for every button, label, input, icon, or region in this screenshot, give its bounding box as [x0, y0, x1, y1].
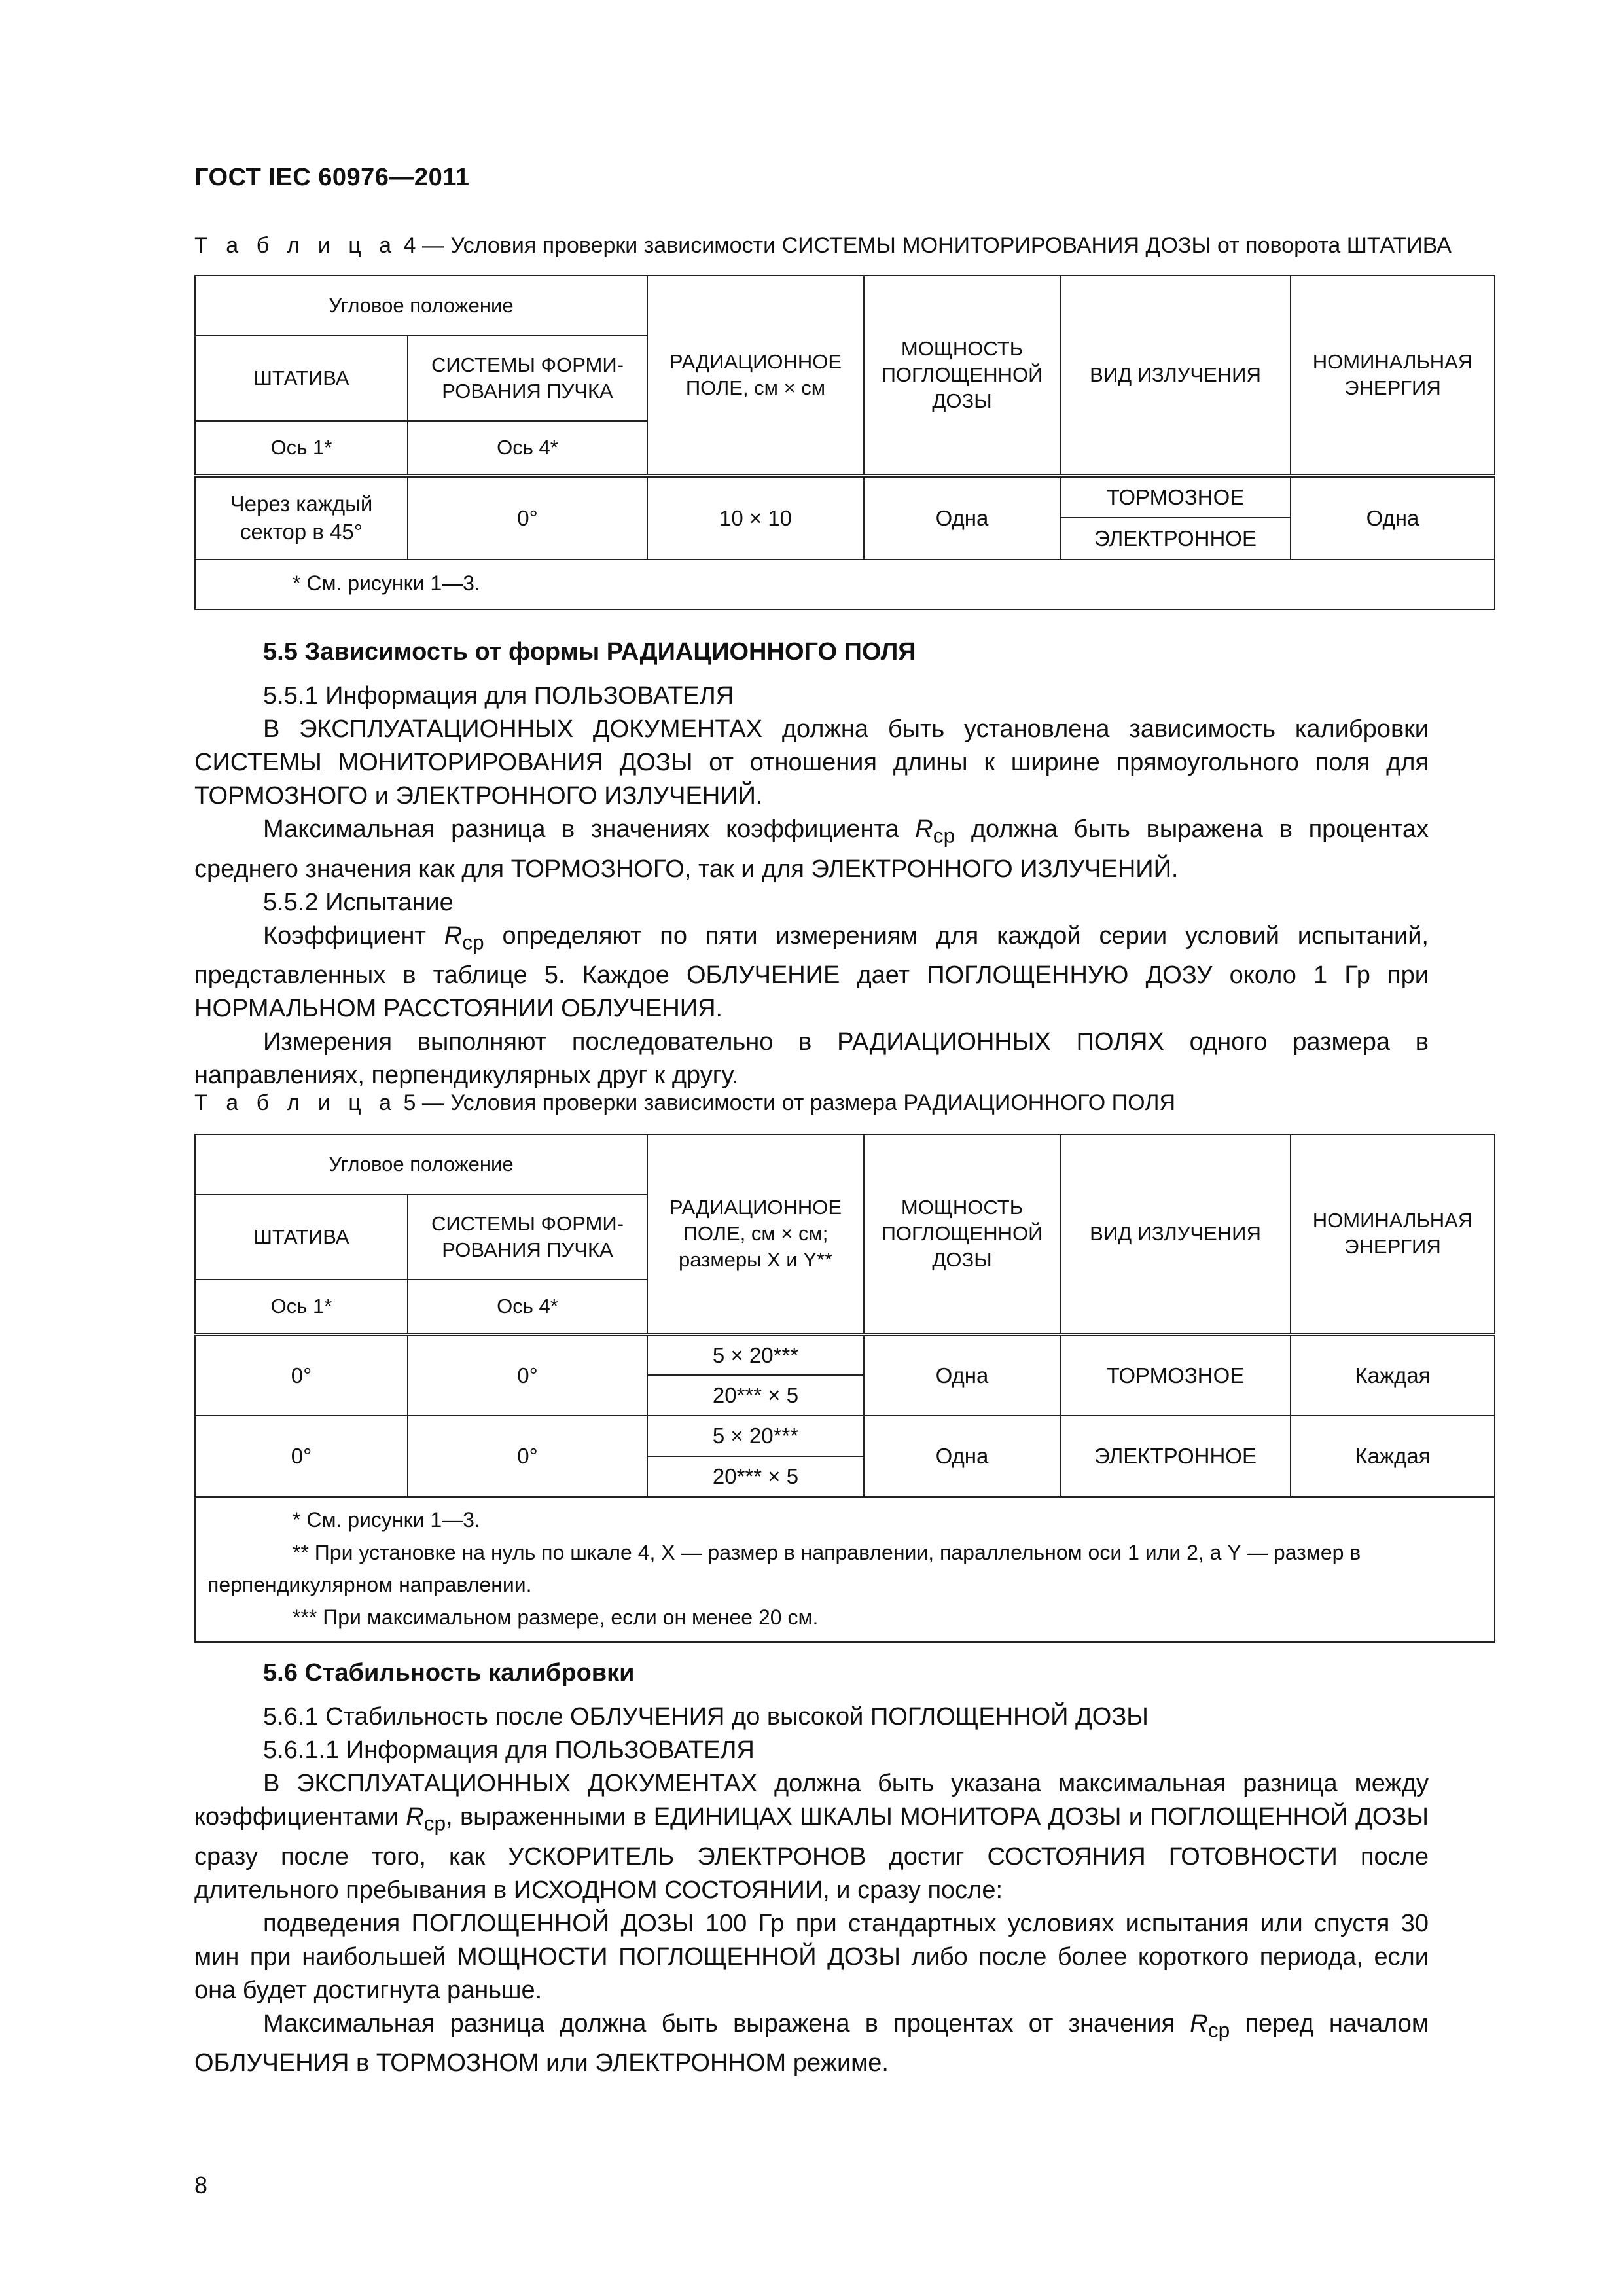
table4-note1: * См. рисунки 1—3.	[293, 571, 480, 596]
table5-caption-number: 5	[403, 1090, 416, 1115]
table5-head-energy: НОМИНАЛЬНАЯ ЭНЕРГИЯ	[1291, 1134, 1495, 1335]
table5-row2-shtativ: 0°	[195, 1416, 408, 1497]
table5-notes	[195, 1497, 1495, 1642]
table5-head-power: МОЩНОСТЬ ПОГЛОЩЕННОЙ ДОЗЫ	[864, 1134, 1060, 1335]
table4-notes	[195, 560, 1495, 609]
table4-head-angular: Угловое положение	[195, 276, 647, 336]
section-5-6-title: 5.6 Стабильность калибровки	[263, 1659, 635, 1687]
table5-head-type: ВИД ИЗЛУЧЕНИЯ	[1060, 1134, 1291, 1335]
table5-row2-field1: 5 × 20***	[647, 1416, 864, 1456]
section-5-6-1-1-text: В ЭКСПЛУАТАЦИОННЫХ ДОКУМЕНТАХ должна быть указана максимальная разница между коэффициентами $R_{ср}$, выраженными в ЕДИНИЦАХ ШКАЛЫ МОНИТОРА ДОЗЫ и ПОГЛОЩЕННОЙ ДОЗЫ сразу после того, как УСКОРИТЕЛЬ ЭЛЕКТРОНОВ достиг СОСТОЯНИЯ ГОТОВНОСТИ после длительного пребывания в ИСХОДНОМ СОСТОЯНИИ, и сразу после:	[194, 1770, 1429, 1904]
table4-head-system: СИСТЕМЫ ФОРМИ-РОВАНИЯ ПУЧКА	[408, 336, 647, 421]
table5-row1-field2: 20*** × 5	[647, 1375, 864, 1416]
table4-row-system: 0°	[408, 476, 647, 560]
table4-caption-prefix: Т а б л и ц а	[194, 233, 398, 258]
table5-row2-energy: Каждая	[1291, 1416, 1495, 1497]
table5-head-angular: Угловое положение	[195, 1134, 647, 1194]
table4-head-type: ВИД ИЗЛУЧЕНИЯ	[1060, 276, 1291, 476]
section-5-5-title: 5.5 Зависимость от формы РАДИАЦИОННОГО ПОЛЯ	[263, 638, 916, 666]
table5-axis1: Ось 1*	[195, 1280, 408, 1335]
section-5-5-1-heading: 5.5.1 Информация для ПОЛЬЗОВАТЕЛЯ	[263, 682, 734, 709]
r-cp-symbol: R	[444, 922, 463, 950]
table4-head-energy: НОМИНАЛЬНАЯ ЭНЕРГИЯ	[1291, 276, 1495, 476]
r-cp-symbol: R	[1190, 2009, 1208, 2037]
table4-row-shtativ: Через каждый сектор в 45°	[195, 476, 408, 560]
table5-note1: * См. рисунки 1—3.	[293, 1508, 480, 1532]
table4-row-field: 10 × 10	[647, 476, 864, 560]
table5-row1-system: 0°	[408, 1335, 647, 1416]
page-number: 8	[194, 2172, 208, 2198]
table5-row2-system: 0°	[408, 1416, 647, 1497]
section-5-5-2-measurement-text: Измерения выполняют последовательно в РАДИАЦИОННЫХ ПОЛЯХ одного размера в направлениях, перпендикулярных друг к другу.	[194, 1028, 1429, 1090]
table4-row-type2: ЭЛЕКТРОННОЕ	[1060, 518, 1291, 560]
section-5-6-1-1-max-diff: Максимальная разница должна быть выражена в процентах от значения $R_{ср}$ перед началом ОБЛУЧЕНИЯ в ТОРМОЗНОМ или ЭЛЕКТРОННОМ режиме.	[194, 2009, 1429, 2077]
r-cp-subscript: ср	[462, 930, 484, 954]
table5-caption-prefix: Т а б л и ц а	[194, 1090, 398, 1115]
r-cp-subscript: ср	[933, 823, 955, 848]
r-cp-symbol: R	[406, 1803, 424, 1831]
table5-row1-field1: 5 × 20***	[647, 1335, 864, 1375]
table4-head-field: РАДИАЦИОННОЕ ПОЛЕ, см × см	[647, 276, 864, 476]
table4-caption-number: 4	[403, 233, 416, 258]
r-cp-symbol: R	[915, 816, 933, 843]
r-cp-subscript: ср	[423, 1811, 446, 1835]
r-cp-subscript: ср	[1207, 2018, 1230, 2042]
table5-row2-power: Одна	[864, 1416, 1060, 1497]
table4	[194, 275, 1495, 610]
table5-row1-shtativ: 0°	[195, 1335, 408, 1416]
section-5-6-1-1-condition: подведения ПОГЛОЩЕННОЙ ДОЗЫ 100 Гр при стандартных условиях испытания или спустя 30 мин при наибольшей МОЩНОСТИ ПОГЛОЩЕННОЙ ДОЗЫ либо после более короткого периода, если она будет достигнута раньше.	[194, 1909, 1429, 2004]
section-5-6-body	[194, 1700, 1429, 2080]
section-5-5-body	[194, 679, 1429, 1092]
table4-row-power: Одна	[864, 476, 1060, 560]
table4-caption-text: — Условия проверки зависимости СИСТЕМЫ МОНИТОРИРОВАНИЯ ДОЗЫ от поворота ШТАТИВА	[416, 233, 1452, 258]
table4-row-energy: Одна	[1291, 476, 1495, 560]
table5-axis4: Ось 4*	[408, 1280, 647, 1335]
table5-row2-type: ЭЛЕКТРОННОЕ	[1060, 1416, 1291, 1497]
table4-caption	[194, 233, 1452, 259]
table5-head-system: СИСТЕМЫ ФОРМИ-РОВАНИЯ ПУЧКА	[408, 1194, 647, 1280]
table5-row1-power: Одна	[864, 1335, 1060, 1416]
table4-head-power: МОЩНОСТЬ ПОГЛОЩЕННОЙ ДОЗЫ	[864, 276, 1060, 476]
table5-note3: *** При максимальном размере, если он менее 20 см.	[293, 1605, 819, 1629]
section-5-6-1-1-heading: 5.6.1.1 Информация для ПОЛЬЗОВАТЕЛЯ	[263, 1736, 755, 1764]
table4-axis1: Ось 1*	[195, 421, 408, 476]
section-5-5-2-heading: 5.5.2 Испытание	[263, 888, 454, 916]
section-5-6-1-heading: 5.6.1 Стабильность после ОБЛУЧЕНИЯ до высокой ПОГЛОЩЕННОЙ ДОЗЫ	[263, 1703, 1149, 1731]
table5-caption-text: — Условия проверки зависимости от размера РАДИАЦИОННОГО ПОЛЯ	[416, 1090, 1176, 1115]
table4-head-shtativ: ШТАТИВА	[195, 336, 408, 421]
table4-axis4: Ось 4*	[408, 421, 647, 476]
document-header: ГОСТ IEC 60976—2011	[194, 164, 470, 191]
table5	[194, 1134, 1495, 1643]
section-5-5-2-text: Коэффициент $R_{ср}$ определяют по пяти измерениям для каждой серии условий испытаний, представленных в таблице 5. Каждое ОБЛУЧЕНИЕ дает ПОГЛОЩЕННУЮ ДОЗУ около 1 Гр при НОРМАЛЬНОМ РАССТОЯНИИ ОБЛУЧЕНИЯ.	[194, 922, 1429, 1023]
table5-head-field: РАДИАЦИОННОЕ ПОЛЕ, см × см; размеры X и Y**	[647, 1134, 864, 1335]
table5-row2-field2: 20*** × 5	[647, 1456, 864, 1497]
table5-note2: ** При установке на нуль по шкале 4, X — размер в направлении, параллельном оси 1 или 2, а Y — размер в перпендикулярном направлении.	[207, 1540, 1361, 1597]
table5-row1-energy: Каждая	[1291, 1335, 1495, 1416]
section-5-5-1-text: В ЭКСПЛУАТАЦИОННЫХ ДОКУМЕНТАХ должна быть установлена зависимость калибровки СИСТЕМЫ МОНИТОРИРОВАНИЯ ДОЗЫ от отношения длины к ширине прямоугольного поля для ТОРМОЗНОГО и ЭЛЕКТРОННОГО ИЗЛУЧЕНИЙ.	[194, 715, 1429, 810]
table5-head-shtativ: ШТАТИВА	[195, 1194, 408, 1280]
section-5-5-1-rcp-text: Максимальная разница в значениях коэффициента $R_{ср}$ должна быть выражена в процентах среднего значения как для ТОРМОЗНОГО, так и для ЭЛЕКТРОННОГО ИЗЛУЧЕНИЙ.	[194, 816, 1429, 883]
table5-caption	[194, 1090, 1175, 1116]
table4-row-type1: ТОРМОЗНОЕ	[1060, 476, 1291, 518]
table5-row1-type: ТОРМОЗНОЕ	[1060, 1335, 1291, 1416]
